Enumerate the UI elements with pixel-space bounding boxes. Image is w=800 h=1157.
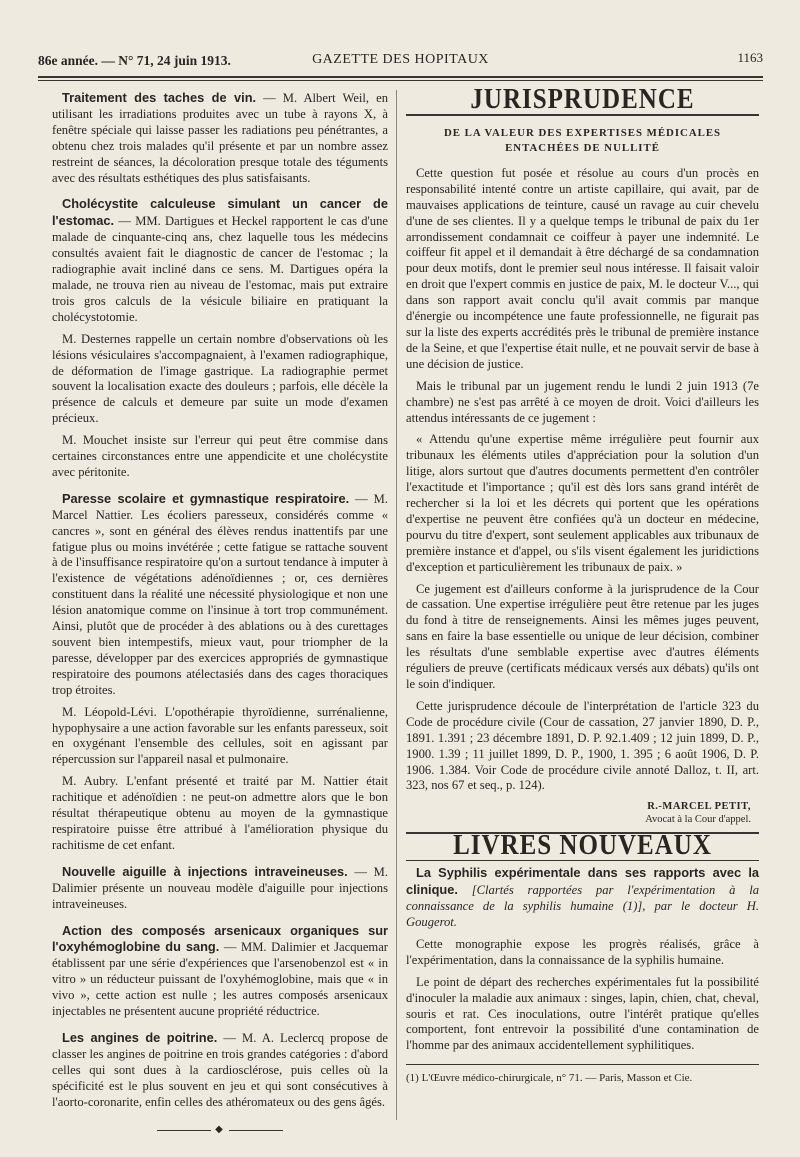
author-name: R.-MARCEL PETIT, [647,801,751,813]
paragraph: Le point de départ des recherches expérimentales fut la possibilité d'inoculer la maladie aux animaux : singes, lapin, chien, chat, cheval, souris et rat. Ces inoculations, outre l'intérêt pratique qu'elles comportent, font entrevoir la possibilité d'une contamination de l'homme par des animaux accidentellement syphilitiques. [406,974,759,1053]
book-subtitle: [Clartés rapportées par l'expérimentation à la connaissance de la syphilis humaine (1)], par le docteur H. Gougerot. [406,883,759,929]
column-divider [396,90,397,1120]
jurisprudence-title: JURISPRUDENCE [470,83,695,115]
left-column [52,90,388,1138]
page-number: 1163 [737,50,763,65]
section-text: — MM. Dartigues et Heckel rapportent le cas d'une malade de cinquante-cinq ans, chez laquelle tous les médecins consultés avaient fait le diagnostic de cancer de l'estomac ; la radiographie avait incliné dans ce sens. M. Dartigues opéra la malade, ne trouva rien au niveau de l'estomac, mais put extraire trois gros calculs de la vésicule biliaire en pratiquant la cholécystotomie. [52,214,388,324]
section-title: Nouvelle aiguille à injections intraveineuses. [62,863,348,879]
journal-title: GAZETTE DES HOPITAUX [312,52,489,67]
section-text: — MM. Dalimier et Jacquemar établissent par une série d'expériences que l'arsenobenzol est « in vitro » un réducteur puissant de l'oxyhémoglobine, mais que « in vivo », cette action est nulle ; les autres composés arsenicaux injectables ne présentent aucune propriété réductrice. [52,940,388,1019]
section-angines [52,1030,388,1111]
issue-line: 86e année. — N° 71, 24 juin 1913. [38,53,231,68]
paragraph: Cette jurisprudence découle de l'interprétation de l'article 323 du Code de procédure civile (Cour de cassation, 27 janvier 1890, D. P., 1891. 1.391 ; 23 décembre 1891, D. P. 92.1.409 ; 12 juin 1899, D. P., 1900. 1.39 ; 11 juillet 1899, D. P., 1900, 1. 395 ; 6 août 1906, D. P. 1906. 1.384. Voir Code de procédure civile annoté Dalloz, t. II, art. 323, nos 67 et seq., p. 124). [406,698,759,793]
paragraph: Mais le tribunal par un jugement rendu le lundi 2 juin 1913 (7e chambre) ne s'est pas arrêté à ce moyen de droit. Voici d'ailleurs les attendus intéressants de ce jugement : [406,378,759,425]
book-heading [406,865,759,931]
section-cholecystite [52,196,388,325]
header-rule [38,76,763,78]
signature [406,800,751,826]
section-paresse-scolaire [52,491,388,699]
paragraph: Cette question fut posée et résolue au cours d'un procès en responsabilité intenté contre un artiste capillaire, qui avait, par de mauvaises applications de teinture, causé un ravage au cuir chevelu d'une de ses clientes. Il y a quelque temps le tribunal de paix du 1er arrondissement condamnait ce coiffeur à payer une indemnité. Le coiffeur fit appel et il demandait à être déchargé de sa condamnation pour deux motifs, dont le premier seul nous intéresse. Il faisait valoir en droit que l'expert commis en justice de paix, M. le docteur V..., qui dans son rapport avait conclu qu'il avait commis par manque d'énergie ou incompétence une faute professionnelle, ne figurait pas sur la liste des experts accrédités près le tribunal de première instance de la Seine, et que l'expertise était nulle, et ne pouvait servir de base à une décision de justice. [406,165,759,371]
author-role: Avocat à la Cour d'appel. [645,814,751,826]
section-text: — M. Marcel Nattier. Les écoliers paresseux, considérés comme « cancres », sont en général des élèves rendus inattentifs par une fatigue plus ou moins invétérée ; cette fatigue se rattache souvent à de l'insuffisance respiratoire qu'on a surtout tendance à imputer à l'existence de végétations adénoïdiennes ; or, ces dernières constituent dans la réalité une nécessité physiologique et non une lésion anatomique comme on l'insinue à tort trop communément. Ainsi, plutôt que de procéder à des ablations ou à des curettages souvent bien intempestifs, mieux vaut, pour triompher de la paresse, développer par des exercices appropriés de gymnastique respiratoire des poumons atélectasiés dans des cages thoraciques trop étroites. [52,491,388,697]
jurisprudence-subtitle: DE LA VALEUR DES EXPERTISES MÉDICALES ENTACHÉES DE NULLITÉ [443,126,722,154]
section-title: Cholécystite calculeuse simulant un cancer de l'estomac. [52,196,388,229]
paragraph: « Attendu qu'une expertise même irrégulière peut fournir aux tribunaux les éléments utiles d'appréciation pour la solution d'un litige, alors surtout que d'autres documents permettent d'en contrôler l'exactitude et l'importance ; qu'il est dès lors sans grand intérêt de rechercher si la loi et les décrets qui portent que les opérations d'expertise ne peuvent être confiées qu'à un docteur en médecine, pourvu du titre d'expert, sont seulement applicables aux tribunaux de première instance et d'appel, ou s'ils visent également les juridictions d'exception et particulièrement les tribunaux de paix. » [406,432,759,574]
paragraph: M. Aubry. L'enfant présenté et traité par M. Nattier était rachitique et adénoïdien : ne peut-on admettre alors que le bon résultat thérapeutique obtenu au moyen de la gymnastique respiratoire puisse être attribué à l'amélioration physique du rachitisme de cet enfant. [52,774,388,852]
book-title: La Syphilis expérimentale dans ses rapports avec la clinique. [406,865,759,898]
paragraph: M. Mouchet insiste sur l'erreur qui peut être commise dans certaines circonstances entre une appendicite et une cholécystite avec péritonite. [52,433,388,479]
right-column [406,83,759,1087]
paragraph: M. Desternes rappelle un certain nombre d'observations où les lésions vésiculaires s'accompagnaient, à l'examen radiographique, de déformation de l'image gastrique. La radiographie permet souvent la localisation exacte des douleurs ; parfois, elle décèle la présence de calculs et demeure par suite un mode d'examen précieux. [52,331,388,426]
footnote: (1) L'Œuvre médico-chirurgicale, n° 71. — Paris, Masson et Cie. [406,1064,759,1087]
section-text: — M. Albert Weil, en utilisant les irradiations produites avec un tube à rayons X, à fenêtre spéciale qui laisse passer les radiations peu pénétrantes, a obtenu chez trois malades qu'il présente et par un nombre assez restreint de séances, la décoloration presque totale des téguments avec des résultats esthétiques des plus satisfaisants. [52,91,388,185]
section-title: Traitement des taches de vin. [62,90,257,105]
section-aiguille [52,864,388,913]
page-header [38,50,763,72]
livres-title: LIVRES NOUVEAUX [453,830,712,862]
section-text: — M. A. Leclercq propose de classer les angines de poitrine en trois grandes catégories : d'abord celles qui sont dues à la cardiosclérose, puis celles où la spécificité est le plus souvent en jeu et qui sont consécutives à l'aorto-coronarite, enfin celles des athéromateux ou des gens âgés. [52,1030,388,1109]
section-arsenicaux [52,923,388,1020]
section-title: Paresse scolaire et gymnastique respiratoire. [62,490,350,506]
paragraph: M. Léopold-Lévi. L'opothérapie thyroïdienne, surrénalienne, hypophysaire a une action favorable sur les enfants paresseux, soit en oxygénant l'ensemble des cellules, soit en agissant par répercussion sur l'appareil nasal et pulmonaire. [52,704,388,767]
paragraph: Ce jugement est d'ailleurs conforme à la jurisprudence de la Cour de cassation. Une expertise irrégulière peut être retenue par les juges du fond à titre de renseignements. Ainsi les mêmes juges peuvent, sans en faire la base essentielle ou unique de leur décision, combiner les résultats d'une semblable expertise avec d'autres éléments réguliers de preuve (certificats médicaux versés aux débats) qu'ils ont le soin d'indiquer. [406,581,759,691]
section-taches-de-vin [52,90,388,186]
paragraph: Cette monographie expose les progrès réalisés, grâce à l'expérimentation, dans la connaissance de la syphilis humaine. [406,936,759,967]
section-title: Action des composés arsenicaux organiques sur l'oxyhémoglobine du sang. [52,922,388,955]
section-title: Les angines de poitrine. [62,1029,218,1045]
header-rule-thin [38,80,763,81]
end-ornament: ◆ [52,1122,388,1138]
section-text: — M. Dalimier présente un nouveau modèle d'aiguille pour injections intraveineuses. [52,864,388,911]
